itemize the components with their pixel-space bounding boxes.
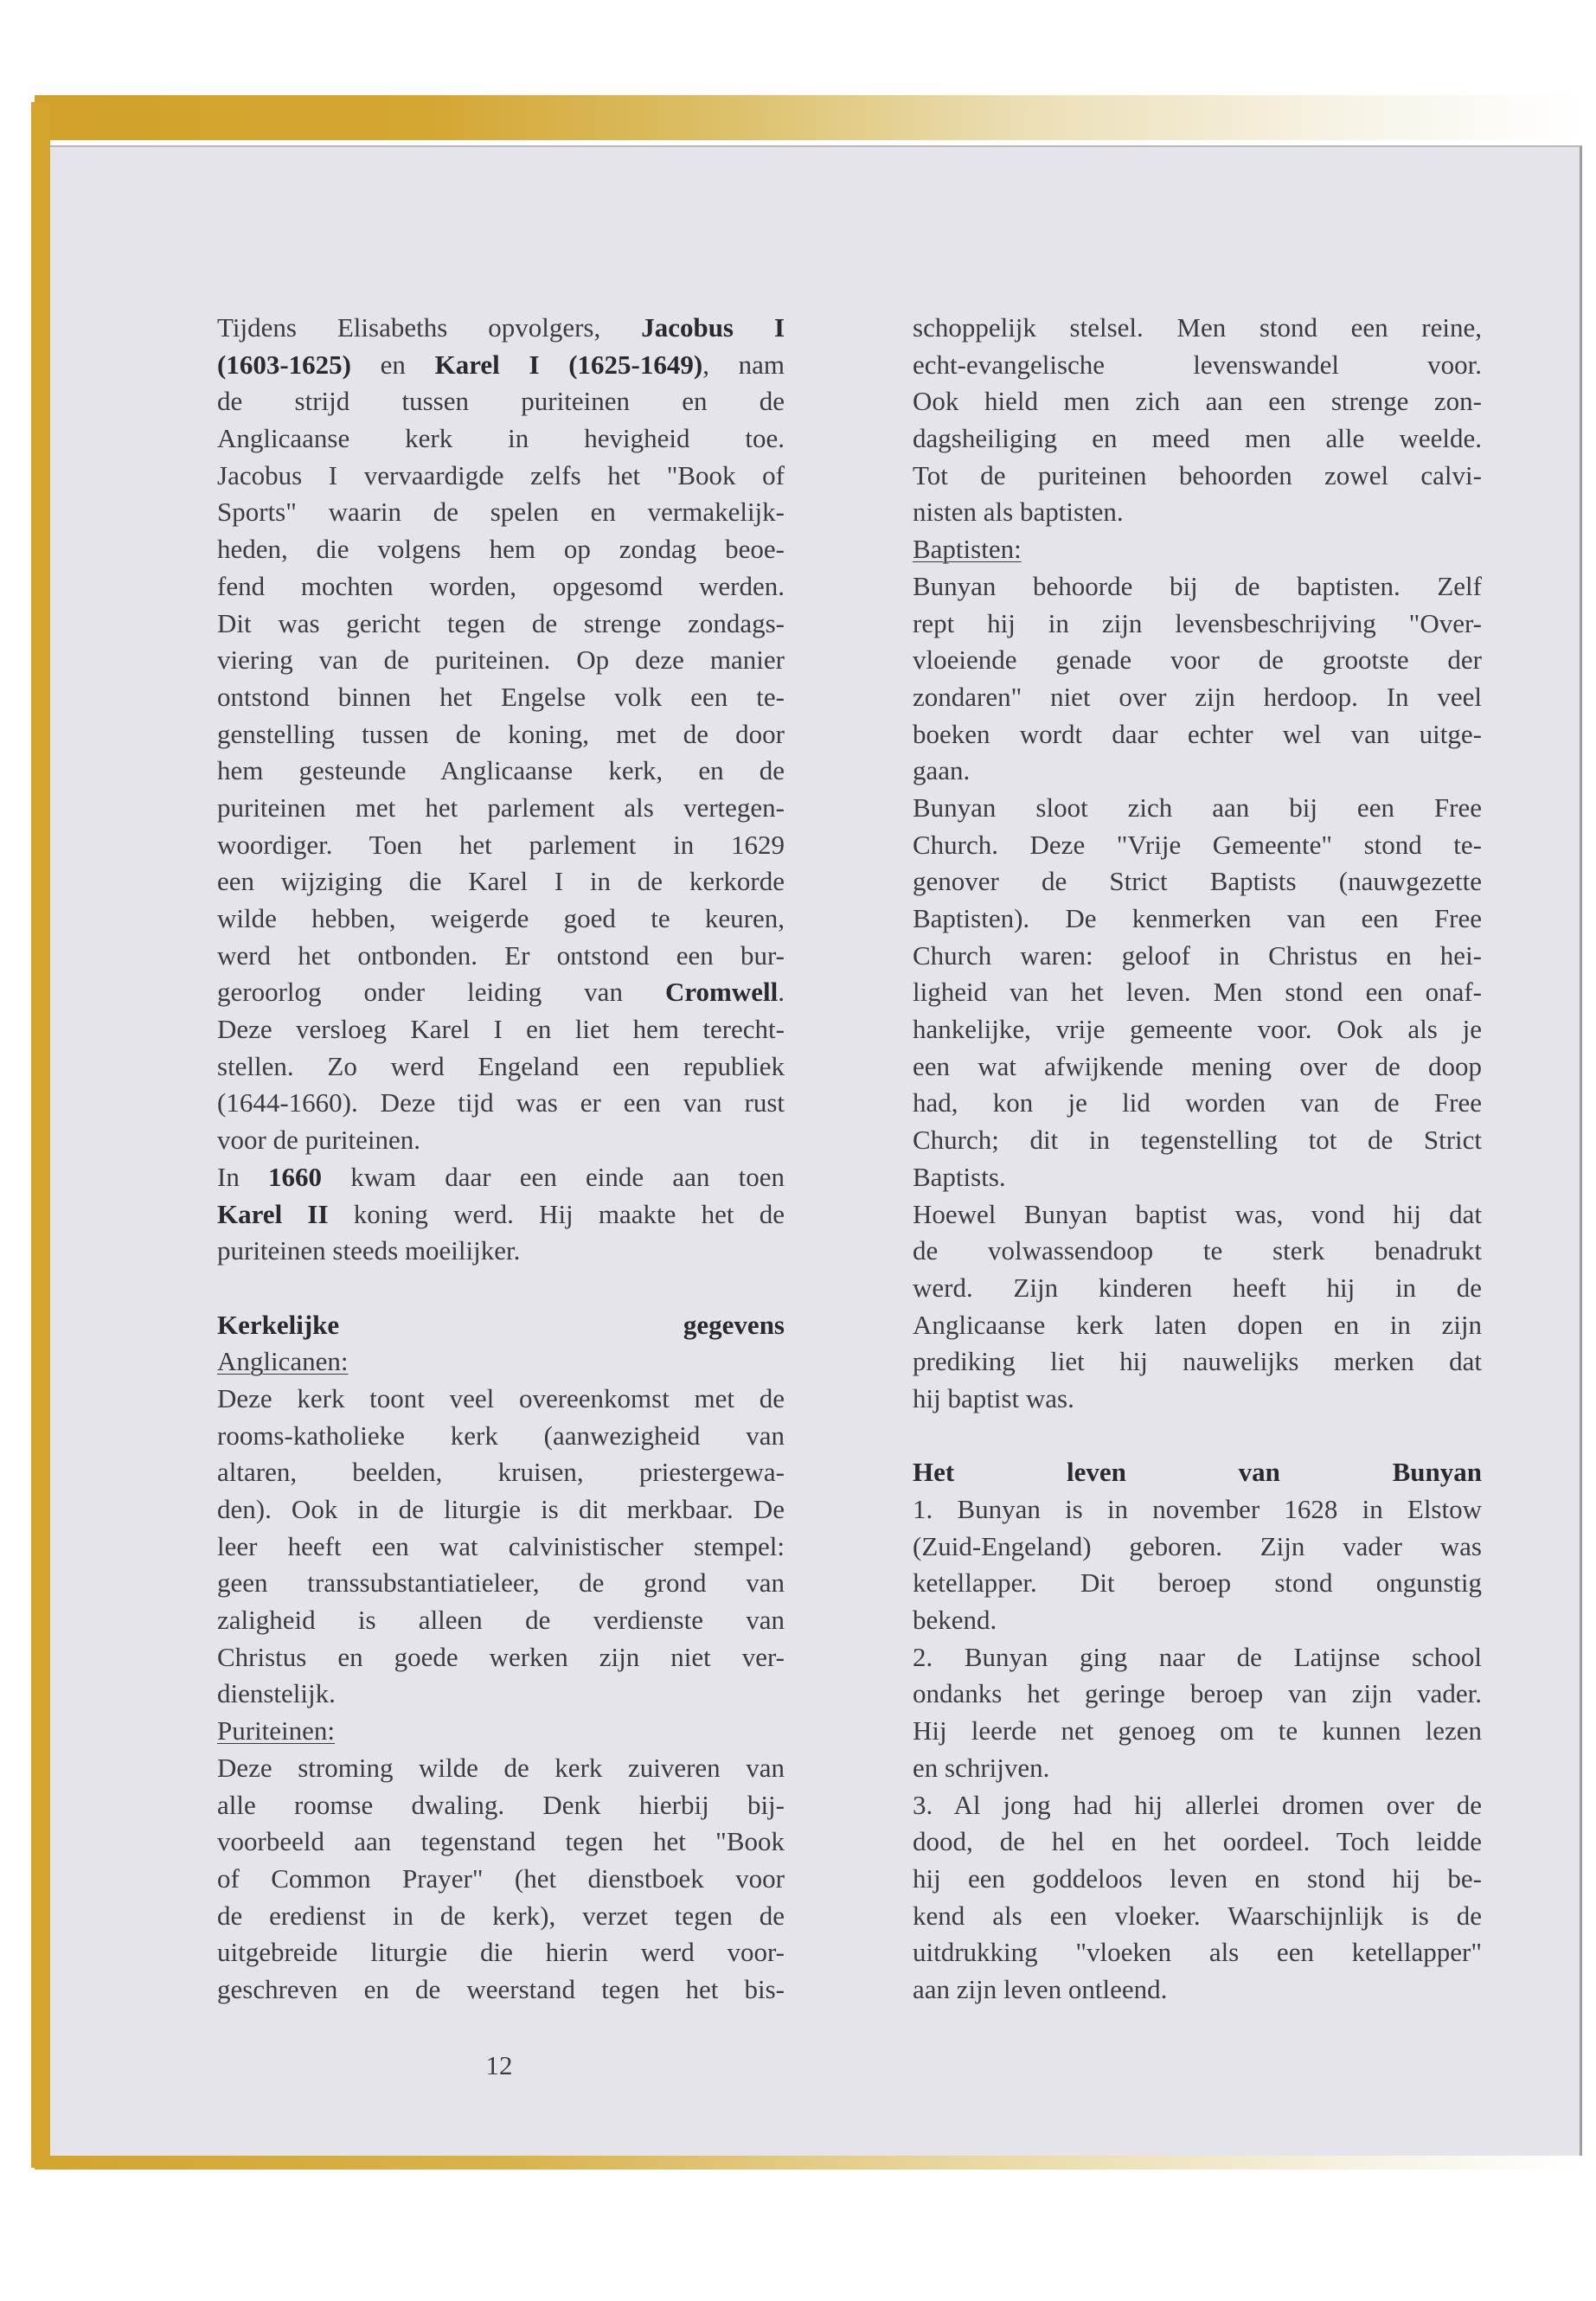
text-line: [913, 383, 1482, 420]
text-line: [217, 716, 785, 753]
text-line: [217, 1934, 785, 1971]
paragraph: [913, 568, 1482, 790]
text-segment: rept hij in zijn levensbeschrijving "Over-: [913, 607, 1482, 638]
text-segment: hij baptist was.: [913, 1382, 1074, 1413]
text-line: [913, 1048, 1482, 1086]
text-segment: nisten als baptisten.: [913, 497, 1124, 528]
text-line: [217, 1159, 785, 1196]
text-line: [913, 790, 1482, 827]
text-segment: Tot de puriteinen behoorden zowel calvi-: [913, 459, 1482, 490]
text-segment: Deze kerk toont veel overeenkomst met de: [217, 1382, 785, 1413]
text-segment: zaligheid is alleen de verdienste van: [217, 1605, 785, 1636]
text-segment: werd het ontbonden. Er ontstond een bur-: [217, 939, 785, 971]
text-segment: de eredienst in de kerk), verzet tegen de: [217, 1900, 785, 1931]
text-line: [217, 974, 785, 1011]
text-segment: stellen. Zo werd Engeland een republiek: [217, 1050, 785, 1081]
paragraph: [913, 310, 1482, 531]
text-line: [913, 1787, 1482, 1824]
text-line: [913, 1713, 1482, 1750]
text-segment: hij een goddeloos leven en stond hij be-: [913, 1862, 1482, 1894]
text-line: [217, 1750, 785, 1787]
text-segment: Christus en goede werken zijn niet ver-: [217, 1641, 785, 1672]
text-line: [913, 1529, 1482, 1566]
text-segment: .: [778, 977, 785, 1008]
text-segment: een wat afwijkende mening over de doop: [913, 1050, 1482, 1081]
text-line: [913, 1085, 1482, 1122]
text-line: [913, 1196, 1482, 1234]
paragraph: [217, 1381, 785, 1713]
text-segment: alle roomse dwaling. Denk hierbij bij-: [217, 1789, 785, 1820]
text-segment: genstelling tussen de koning, met de door: [217, 718, 785, 749]
text-line: [217, 1787, 785, 1824]
text-segment: dienstelijk.: [217, 1678, 336, 1709]
text-line: [217, 901, 785, 938]
paragraph: [913, 1196, 1482, 1418]
text-segment: (1644-1660). Deze tijd was er een van rust: [217, 1087, 785, 1118]
text-line: [217, 531, 785, 568]
section-heading: Het leven van Bunyan: [913, 1457, 1482, 1488]
text-line: [913, 1122, 1482, 1159]
text-segment: en: [350, 349, 435, 380]
text-line: [913, 827, 1482, 864]
text-segment: Deze versloeg Karel I en liet hem terecht-: [217, 1014, 785, 1045]
text-line: [217, 1011, 785, 1048]
text-line: [217, 1565, 785, 1602]
text-segment: boeken wordt daar echter wel van uitge-: [913, 718, 1482, 749]
blank-line: [913, 1418, 1482, 1455]
text-segment: 2. Bunyan ging naar de Latijnse school: [913, 1641, 1482, 1672]
paragraph: [217, 1750, 785, 2009]
text-line: [217, 1971, 785, 2009]
text-segment: Deze stroming wilde de kerk zuiveren van: [217, 1752, 785, 1783]
subsection-label: Anglicanen:: [217, 1346, 349, 1377]
text-segment: Church. Deze "Vrije Gemeente" stond te-: [913, 829, 1482, 860]
text-segment: voorbeeld aan tegenstand tegen het "Book: [217, 1826, 785, 1857]
text-segment: leer heeft een wat calvinistischer stempel:: [217, 1530, 785, 1561]
text-segment: Bunyan behoorde bij de baptisten. Zelf: [913, 570, 1482, 601]
text-segment: (Zuid-Engeland) geboren. Zijn vader was: [913, 1530, 1482, 1561]
text-segment: fend mochten worden, opgesomd werden.: [217, 570, 785, 601]
text-line: [913, 1639, 1482, 1676]
text-segment: altaren, beelden, kruisen, priestergewa-: [217, 1457, 785, 1488]
text-line: [217, 1529, 785, 1566]
text-line: [217, 863, 785, 901]
text-segment: en schrijven.: [913, 1752, 1050, 1783]
text-segment: uitgebreide liturgie die hierin werd voor-: [217, 1937, 785, 1968]
text-line: [217, 1454, 785, 1491]
subsection-label: Baptisten:: [913, 534, 1022, 565]
text-segment: koning werd. Hij maakte het de: [328, 1198, 785, 1229]
text-line: [913, 1971, 1482, 2009]
text-line: [913, 901, 1482, 938]
text-line: [217, 1861, 785, 1898]
page-number: 12: [485, 2050, 513, 2080]
left-column: [217, 310, 785, 2009]
text-segment: In: [217, 1161, 269, 1192]
text-line: [217, 1602, 785, 1639]
text-line: [913, 974, 1482, 1011]
text-segment: een wijziging die Karel I in de kerkorde: [217, 866, 785, 897]
bold-text: Jacobus I: [641, 312, 785, 343]
text-line: [913, 347, 1482, 384]
text-segment: ligheid van het leven. Men stond een onaf-: [913, 977, 1482, 1008]
text-segment: Bunyan sloot zich aan bij een Free: [913, 792, 1482, 823]
right-column: [913, 310, 1482, 2009]
text-segment: den). Ook in de liturgie is dit merkbaar. De: [217, 1494, 785, 1524]
text-line: [217, 938, 785, 975]
text-line: [913, 716, 1482, 753]
text-segment: gaan.: [913, 755, 971, 786]
text-segment: ondanks het geringe beroep van zijn vader.: [913, 1678, 1482, 1709]
text-line: [217, 1639, 785, 1676]
text-segment: ontstond binnen het Engelse volk een te-: [217, 681, 785, 712]
text-line: [913, 1565, 1482, 1602]
text-line: [913, 1159, 1482, 1196]
text-segment: Jacobus I vervaardigde zelfs het "Book of: [217, 459, 785, 490]
text-segment: had, kon je lid worden van de Free: [913, 1087, 1482, 1118]
text-segment: vloeiende genade voor de grootste der: [913, 644, 1482, 676]
text-segment: puriteinen met het parlement als vertegen-: [217, 792, 785, 823]
text-segment: Baptisten). De kenmerken van een Free: [913, 903, 1482, 933]
section-heading: Kerkelijke gegevens: [217, 1309, 785, 1340]
text-line: [217, 383, 785, 420]
text-line: [913, 1343, 1482, 1381]
text-segment: heden, die volgens hem op zondag beoe-: [217, 534, 785, 565]
text-line: [217, 1491, 785, 1529]
text-segment: ketellapper. Dit beroep stond ongunstig: [913, 1567, 1482, 1599]
text-line: [913, 1011, 1482, 1048]
paragraph: [217, 310, 785, 1159]
text-segment: geen transsubstantiatieleer, de grond van: [217, 1567, 785, 1599]
paragraph: [913, 1787, 1482, 2009]
text-line: [913, 1898, 1482, 1935]
text-line: [913, 1934, 1482, 1971]
text-segment: dagsheiliging en meed men alle weelde.: [913, 423, 1482, 454]
binding-left-band: [31, 102, 50, 2168]
text-line: [217, 1233, 785, 1270]
text-segment: 1. Bunyan is in november 1628 in Elstow: [913, 1494, 1482, 1524]
text-segment: aan zijn leven ontleend.: [913, 1973, 1168, 2004]
text-segment: dood, de hel en het oordeel. Toch leidde: [913, 1826, 1482, 1857]
text-segment: Church waren: geloof in Christus en hei-: [913, 939, 1482, 971]
text-line: [217, 494, 785, 531]
text-segment: schoppelijk stelsel. Men stond een reine,: [913, 312, 1482, 343]
text-segment: Hij leerde net genoeg om te kunnen lezen: [913, 1715, 1482, 1747]
text-line: [217, 347, 785, 384]
text-segment: kend als een vloeker. Waarschijnlijk is de: [913, 1900, 1482, 1931]
text-line: [217, 642, 785, 679]
bold-text: (1603-1625): [217, 349, 351, 380]
text-segment: Church; dit in tegenstelling tot de Strict: [913, 1125, 1482, 1156]
text-segment: Anglicaanse kerk in hevigheid toe.: [217, 423, 785, 454]
text-line: [913, 753, 1482, 790]
paragraph: [217, 1159, 785, 1270]
text-segment: bekend.: [913, 1605, 997, 1636]
text-segment: geroorlog onder leiding van: [217, 977, 665, 1008]
text-segment: uitdrukking "vloeken als een ketellapper": [913, 1937, 1482, 1968]
text-line: [217, 310, 785, 347]
text-line: [913, 642, 1482, 679]
text-segment: Baptists.: [913, 1161, 1006, 1192]
text-segment: of Common Prayer" (het dienstboek voor: [217, 1862, 785, 1894]
bold-text: Karel II: [217, 1198, 329, 1229]
blank-line: [217, 1270, 785, 1307]
text-segment: rooms-katholieke kerk (aanwezigheid van: [217, 1420, 785, 1451]
text-line: [217, 1823, 785, 1861]
text-line: [913, 1381, 1482, 1418]
bold-text: 1660: [268, 1161, 323, 1192]
text-segment: echt-evangelische levenswandel voor.: [913, 349, 1482, 380]
text-line: [217, 1898, 785, 1935]
text-line: [913, 1750, 1482, 1787]
text-line: [913, 310, 1482, 347]
text-line: [217, 1122, 785, 1159]
text-line: [913, 568, 1482, 606]
text-line: [913, 494, 1482, 531]
paragraph: [913, 1639, 1482, 1787]
text-line: [913, 863, 1482, 901]
text-line: [913, 1861, 1482, 1898]
text-segment: Ook hield men zich aan een strenge zon-: [913, 386, 1482, 417]
paragraph: [913, 790, 1482, 1196]
text-line: [217, 679, 785, 716]
text-segment: hankelijke, vrije gemeente voor. Ook als je: [913, 1014, 1482, 1045]
text-segment: de volwassendoop te sterk benadrukt: [913, 1235, 1482, 1266]
text-line: [913, 1270, 1482, 1307]
text-segment: wilde hebben, weigerde goed te keuren,: [217, 903, 785, 933]
subsection-label: Puriteinen:: [217, 1715, 336, 1747]
text-line: [217, 420, 785, 458]
text-line: [913, 606, 1482, 643]
text-line: [217, 1196, 785, 1234]
text-line: [217, 1418, 785, 1455]
text-segment: Tijdens Elisabeths opvolgers,: [217, 312, 642, 343]
text-segment: prediking liet hij nauwelijks merken dat: [913, 1346, 1482, 1377]
text-line: [913, 420, 1482, 458]
text-segment: Dit was gericht tegen de strenge zondags-: [217, 607, 785, 638]
text-segment: geschreven en de weerstand tegen het bis-: [217, 1973, 785, 2004]
text-line: [217, 458, 785, 495]
text-segment: genover de Strict Baptists (nauwgezette: [913, 866, 1482, 897]
text-line: [913, 1307, 1482, 1344]
text-line: [217, 827, 785, 864]
text-line: [217, 1085, 785, 1122]
bold-text: Cromwell: [664, 977, 779, 1008]
text-segment: puriteinen steeds moeilijker.: [217, 1235, 521, 1266]
binding-top-band: [35, 95, 1583, 140]
text-segment: Sports" waarin de spelen en vermakelijk-: [217, 497, 785, 528]
text-segment: voor de puriteinen.: [217, 1125, 421, 1156]
text-segment: de strijd tussen puriteinen en de: [217, 386, 785, 417]
bold-text: Karel I (1625-1649): [434, 349, 703, 380]
text-line: [217, 790, 785, 827]
text-line: [217, 568, 785, 606]
text-segment: woordiger. Toen het parlement in 1629: [217, 829, 785, 860]
paragraph: [913, 1491, 1482, 1639]
text-segment: , nam: [702, 349, 785, 380]
text-line: [913, 1823, 1482, 1861]
text-segment: Anglicaanse kerk laten dopen en in zijn: [913, 1309, 1482, 1340]
text-line: [913, 458, 1482, 495]
text-segment: Hoewel Bunyan baptist was, vond hij dat: [913, 1198, 1482, 1229]
text-line: [217, 1676, 785, 1713]
text-line: [913, 1602, 1482, 1639]
text-line: [913, 1676, 1482, 1713]
text-segment: hem gesteunde Anglicaanse kerk, en de: [217, 755, 785, 786]
text-line: [913, 1233, 1482, 1270]
text-line: [913, 938, 1482, 975]
text-line: [217, 1048, 785, 1086]
text-line: [913, 1491, 1482, 1529]
text-segment: kwam daar een einde aan toen: [322, 1161, 785, 1192]
text-segment: werd. Zijn kinderen heeft hij in de: [913, 1272, 1482, 1303]
text-segment: 3. Al jong had hij allerlei dromen over de: [913, 1789, 1482, 1820]
text-line: [217, 606, 785, 643]
text-line: [217, 1381, 785, 1418]
text-segment: viering van de puriteinen. Op deze manier: [217, 644, 785, 676]
text-line: [217, 753, 785, 790]
text-line: [913, 679, 1482, 716]
text-segment: zondaren" niet over zijn herdoop. In veel: [913, 681, 1482, 712]
